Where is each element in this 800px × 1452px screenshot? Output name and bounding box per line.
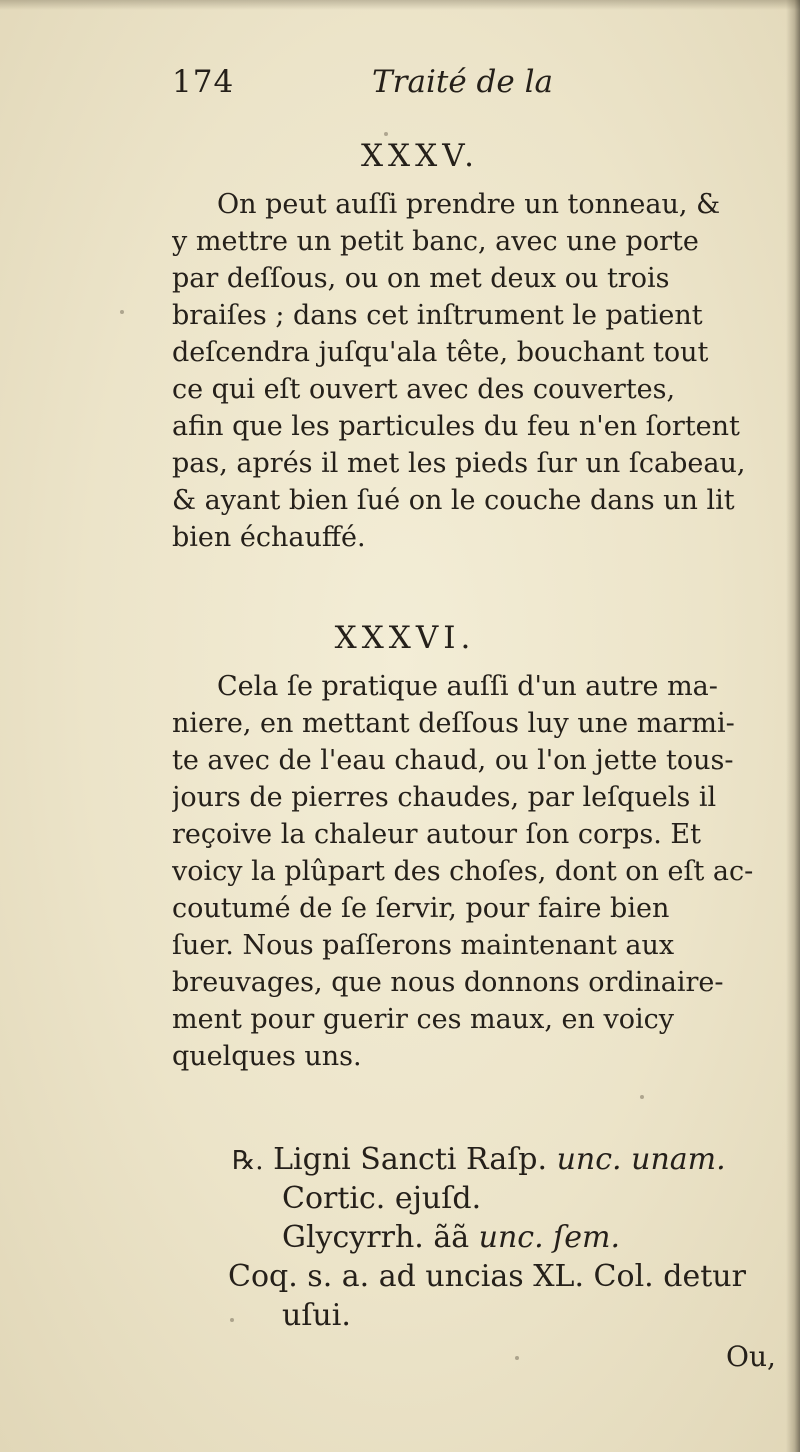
text-line: voicy la plûpart des choſes, dont on eſt ac- — [172, 856, 754, 887]
recipe-dose: unc. unam. — [556, 1142, 726, 1177]
text-line: y mettre un petit banc, avec une porte — [172, 226, 699, 257]
paper-speck — [230, 1318, 234, 1322]
recipe-ingredient: Glycyrrh. ãã — [282, 1220, 470, 1255]
recipe-line — [232, 1218, 772, 1257]
catchword: Ou, — [726, 1340, 776, 1373]
section-heading-xxxv: XXXV. — [360, 138, 480, 174]
section-body-xxxv — [172, 186, 762, 556]
page-binding-edge — [786, 0, 800, 1452]
text-line: pas, aprés il met les pieds ſur un ſcabeau, — [172, 448, 746, 479]
text-line: jours de pierres chaudes, par leſquels il — [172, 782, 717, 813]
recipe-dose: unc. ſem. — [478, 1220, 621, 1255]
recipe-ingredient: Cortic. ejuſd. — [282, 1181, 482, 1216]
text-line: bien échauffé. — [172, 522, 366, 553]
paper-speck — [640, 1095, 644, 1099]
text-line: ce qui eſt ouvert avec des couvertes, — [172, 374, 676, 405]
recipe-symbol: ℞. — [232, 1146, 264, 1176]
page-header — [172, 58, 772, 108]
text-line: & ayant bien ſué on le couche dans un lit — [172, 485, 735, 516]
text-line: Cela ſe pratique auſſi d'un autre ma- — [217, 671, 718, 702]
text-line: ſuer. Nous paſſerons maintenant aux — [172, 930, 675, 961]
text-line: ment pour guerir ces maux, en voicy — [172, 1004, 674, 1035]
text-line: afin que les particules du feu n'en ſortent — [172, 411, 740, 442]
section-body-xxxvi — [172, 668, 762, 1075]
page-top-shadow — [0, 0, 800, 10]
text-line: coutumé de ſe ſervir, pour faire bien — [172, 893, 670, 924]
recipe-line — [232, 1296, 772, 1335]
paper-speck — [384, 132, 388, 136]
paper-speck — [515, 1356, 519, 1360]
recipe-instruction: Coq. s. a. ad uncias XL. Col. detur — [228, 1259, 746, 1294]
text-line: braiſes ; dans cet inſtrument le patient — [172, 300, 703, 331]
section-heading-xxxvi: XXXVI. — [334, 620, 476, 656]
page-number: 174 — [172, 64, 235, 100]
text-line: te avec de l'eau chaud, ou l'on jette tous- — [172, 745, 734, 776]
text-line: niere, en mettant deſſous luy une marmi- — [172, 708, 735, 739]
recipe-instruction: uſui. — [282, 1298, 351, 1333]
recipe-line — [232, 1140, 772, 1179]
text-line: par deſſous, ou on met deux ou trois — [172, 263, 670, 294]
recipe-line — [228, 1257, 772, 1296]
running-title: Traité de la — [372, 64, 553, 100]
recipe-ingredient: Ligni Sancti Raſp. — [273, 1142, 548, 1177]
text-line: On peut auſſi prendre un tonneau, & — [217, 189, 721, 220]
recipe-line — [232, 1179, 772, 1218]
paper-speck — [120, 310, 124, 314]
text-line: breuvages, que nous donnons ordinaire- — [172, 967, 724, 998]
recipe-block — [228, 1140, 772, 1335]
text-line: quelques uns. — [172, 1041, 362, 1072]
text-line: deſcendra juſqu'ala tête, bouchant tout — [172, 337, 709, 368]
text-line: reçoive la chaleur autour ſon corps. Et — [172, 819, 701, 850]
